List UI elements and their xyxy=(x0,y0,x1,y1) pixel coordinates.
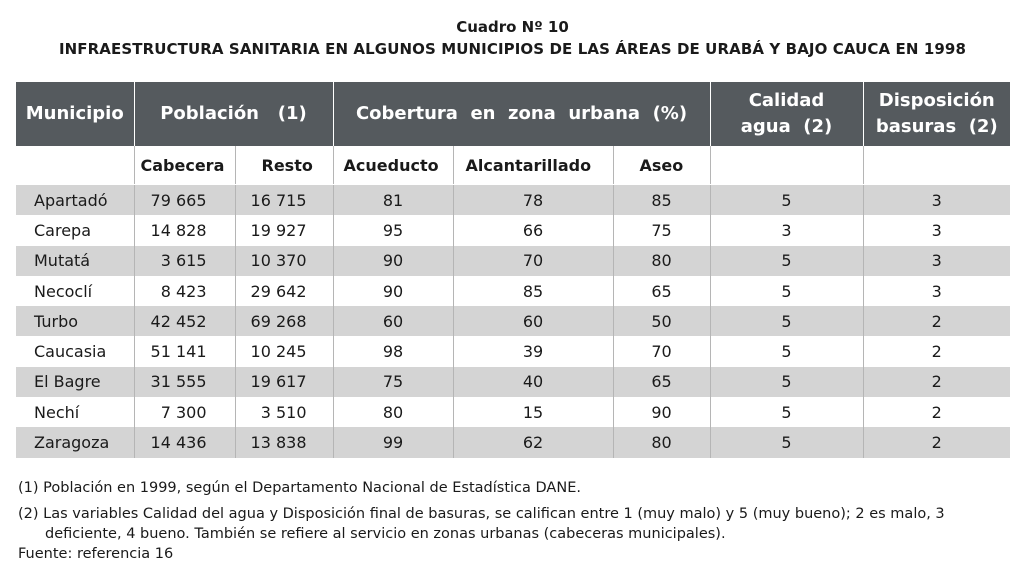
cell-resto: 16 715 xyxy=(235,185,333,216)
cell-municipio: Necoclí xyxy=(16,276,134,306)
cell-alcantarillado: 39 xyxy=(453,336,613,366)
table-row xyxy=(16,306,1010,336)
subheader-acueducto: Acueducto xyxy=(333,146,453,185)
cell-aseo: 85 xyxy=(613,185,710,216)
cell-calidad: 5 xyxy=(710,367,863,397)
table-number: Cuadro Nº 10 xyxy=(456,18,569,36)
table-notes xyxy=(18,478,1013,564)
cell-cabecera: 31 555 xyxy=(134,367,235,397)
cell-acueducto: 95 xyxy=(333,215,453,245)
cell-resto: 13 838 xyxy=(235,427,333,457)
cell-acueducto: 75 xyxy=(333,367,453,397)
cell-municipio: Carepa xyxy=(16,215,134,245)
cell-alcantarillado: 85 xyxy=(453,276,613,306)
cell-resto: 3 510 xyxy=(235,397,333,427)
cell-cabecera: 42 452 xyxy=(134,306,235,336)
cell-alcantarillado: 62 xyxy=(453,427,613,457)
cell-calidad: 5 xyxy=(710,276,863,306)
cell-alcantarillado: 66 xyxy=(453,215,613,245)
cell-calidad: 5 xyxy=(710,306,863,336)
subheader-aseo: Aseo xyxy=(613,146,710,185)
sanitation-table xyxy=(16,82,1010,458)
cell-municipio: El Bagre xyxy=(16,367,134,397)
cell-cabecera: 79 665 xyxy=(134,185,235,216)
table-title: INFRAESTRUCTURA SANITARIA EN ALGUNOS MUNICIPIOS DE LAS ÁREAS DE URABÁ Y BAJO CAUCA EN 1998 xyxy=(58,40,967,58)
cell-aseo: 50 xyxy=(613,306,710,336)
cell-calidad: 3 xyxy=(710,215,863,245)
header-cobertura: Cobertura en zona urbana (%) xyxy=(333,82,710,146)
table-row xyxy=(16,336,1010,366)
cell-disposicion: 2 xyxy=(863,367,1010,397)
cell-alcantarillado: 78 xyxy=(453,185,613,216)
cell-cabecera: 14 436 xyxy=(134,427,235,457)
header-calidad xyxy=(710,82,863,146)
cell-alcantarillado: 60 xyxy=(453,306,613,336)
cell-alcantarillado: 15 xyxy=(453,397,613,427)
cell-acueducto: 60 xyxy=(333,306,453,336)
cell-disposicion: 3 xyxy=(863,246,1010,276)
cell-municipio: Zaragoza xyxy=(16,427,134,457)
cell-acueducto: 90 xyxy=(333,246,453,276)
cell-disposicion: 3 xyxy=(863,276,1010,306)
cell-acueducto: 90 xyxy=(333,276,453,306)
table-row xyxy=(16,215,1010,245)
cell-calidad: 5 xyxy=(710,397,863,427)
table-row xyxy=(16,185,1010,216)
cell-aseo: 65 xyxy=(613,367,710,397)
table-row xyxy=(16,276,1010,306)
table-row xyxy=(16,367,1010,397)
cell-aseo: 65 xyxy=(613,276,710,306)
cell-cabecera: 7 300 xyxy=(134,397,235,427)
cell-resto: 10 370 xyxy=(235,246,333,276)
cell-disposicion: 2 xyxy=(863,336,1010,366)
source-note: Fuente: referencia 16 xyxy=(18,546,174,562)
cell-cabecera: 14 828 xyxy=(134,215,235,245)
note-2: (2) Las variables Calidad del agua y Disposición final de basuras, se califican entre 1 (muy malo) y 5 (muy bueno); 2 es malo, 3 deficiente, 4 bueno. También se refiere al servicio en zonas urbanas (cabeceras municipales). xyxy=(18,506,945,542)
cell-aseo: 75 xyxy=(613,215,710,245)
cell-resto: 19 927 xyxy=(235,215,333,245)
cell-disposicion: 2 xyxy=(863,427,1010,457)
cell-aseo: 70 xyxy=(613,336,710,366)
header-disposicion-line2: basuras (2) xyxy=(875,116,998,137)
cell-cabecera: 8 423 xyxy=(134,276,235,306)
cell-disposicion: 3 xyxy=(863,185,1010,216)
subheader-empty-disposicion xyxy=(863,146,1010,185)
cell-calidad: 5 xyxy=(710,336,863,366)
cell-acueducto: 98 xyxy=(333,336,453,366)
subheader-empty xyxy=(16,146,134,185)
cell-alcantarillado: 70 xyxy=(453,246,613,276)
cell-municipio: Mutatá xyxy=(16,246,134,276)
cell-calidad: 5 xyxy=(710,185,863,216)
cell-acueducto: 99 xyxy=(333,427,453,457)
cell-municipio: Nechí xyxy=(16,397,134,427)
subheader-alcantarillado: Alcantarillado xyxy=(453,146,613,185)
cell-cabecera: 51 141 xyxy=(134,336,235,366)
cell-alcantarillado: 40 xyxy=(453,367,613,397)
table-row xyxy=(16,397,1010,427)
cell-aseo: 90 xyxy=(613,397,710,427)
header-calidad-line2: agua (2) xyxy=(740,116,833,137)
cell-cabecera: 3 615 xyxy=(134,246,235,276)
cell-municipio: Turbo xyxy=(16,306,134,336)
header-municipio: Municipio xyxy=(16,82,134,146)
cell-acueducto: 81 xyxy=(333,185,453,216)
subheader-cabecera: Cabecera xyxy=(134,146,235,185)
cell-acueducto: 80 xyxy=(333,397,453,427)
table-row xyxy=(16,246,1010,276)
cell-resto: 10 245 xyxy=(235,336,333,366)
cell-aseo: 80 xyxy=(613,427,710,457)
cell-calidad: 5 xyxy=(710,427,863,457)
header-calidad-line1: Calidad xyxy=(748,90,825,111)
cell-resto: 29 642 xyxy=(235,276,333,306)
cell-calidad: 5 xyxy=(710,246,863,276)
header-poblacion: Población (1) xyxy=(134,82,333,146)
cell-resto: 19 617 xyxy=(235,367,333,397)
table-row xyxy=(16,427,1010,457)
cell-disposicion: 3 xyxy=(863,215,1010,245)
cell-aseo: 80 xyxy=(613,246,710,276)
header-disposicion-line1: Disposición xyxy=(878,90,995,111)
cell-disposicion: 2 xyxy=(863,397,1010,427)
subheader-empty-calidad xyxy=(710,146,863,185)
note-1: (1) Población en 1999, según el Departamento Nacional de Estadística DANE. xyxy=(18,480,581,496)
table-body xyxy=(16,185,1010,458)
cell-disposicion: 2 xyxy=(863,306,1010,336)
subheader-resto: Resto xyxy=(235,146,333,185)
header-disposicion xyxy=(863,82,1010,146)
cell-resto: 69 268 xyxy=(235,306,333,336)
cell-municipio: Apartadó xyxy=(16,185,134,216)
cell-municipio: Caucasia xyxy=(16,336,134,366)
